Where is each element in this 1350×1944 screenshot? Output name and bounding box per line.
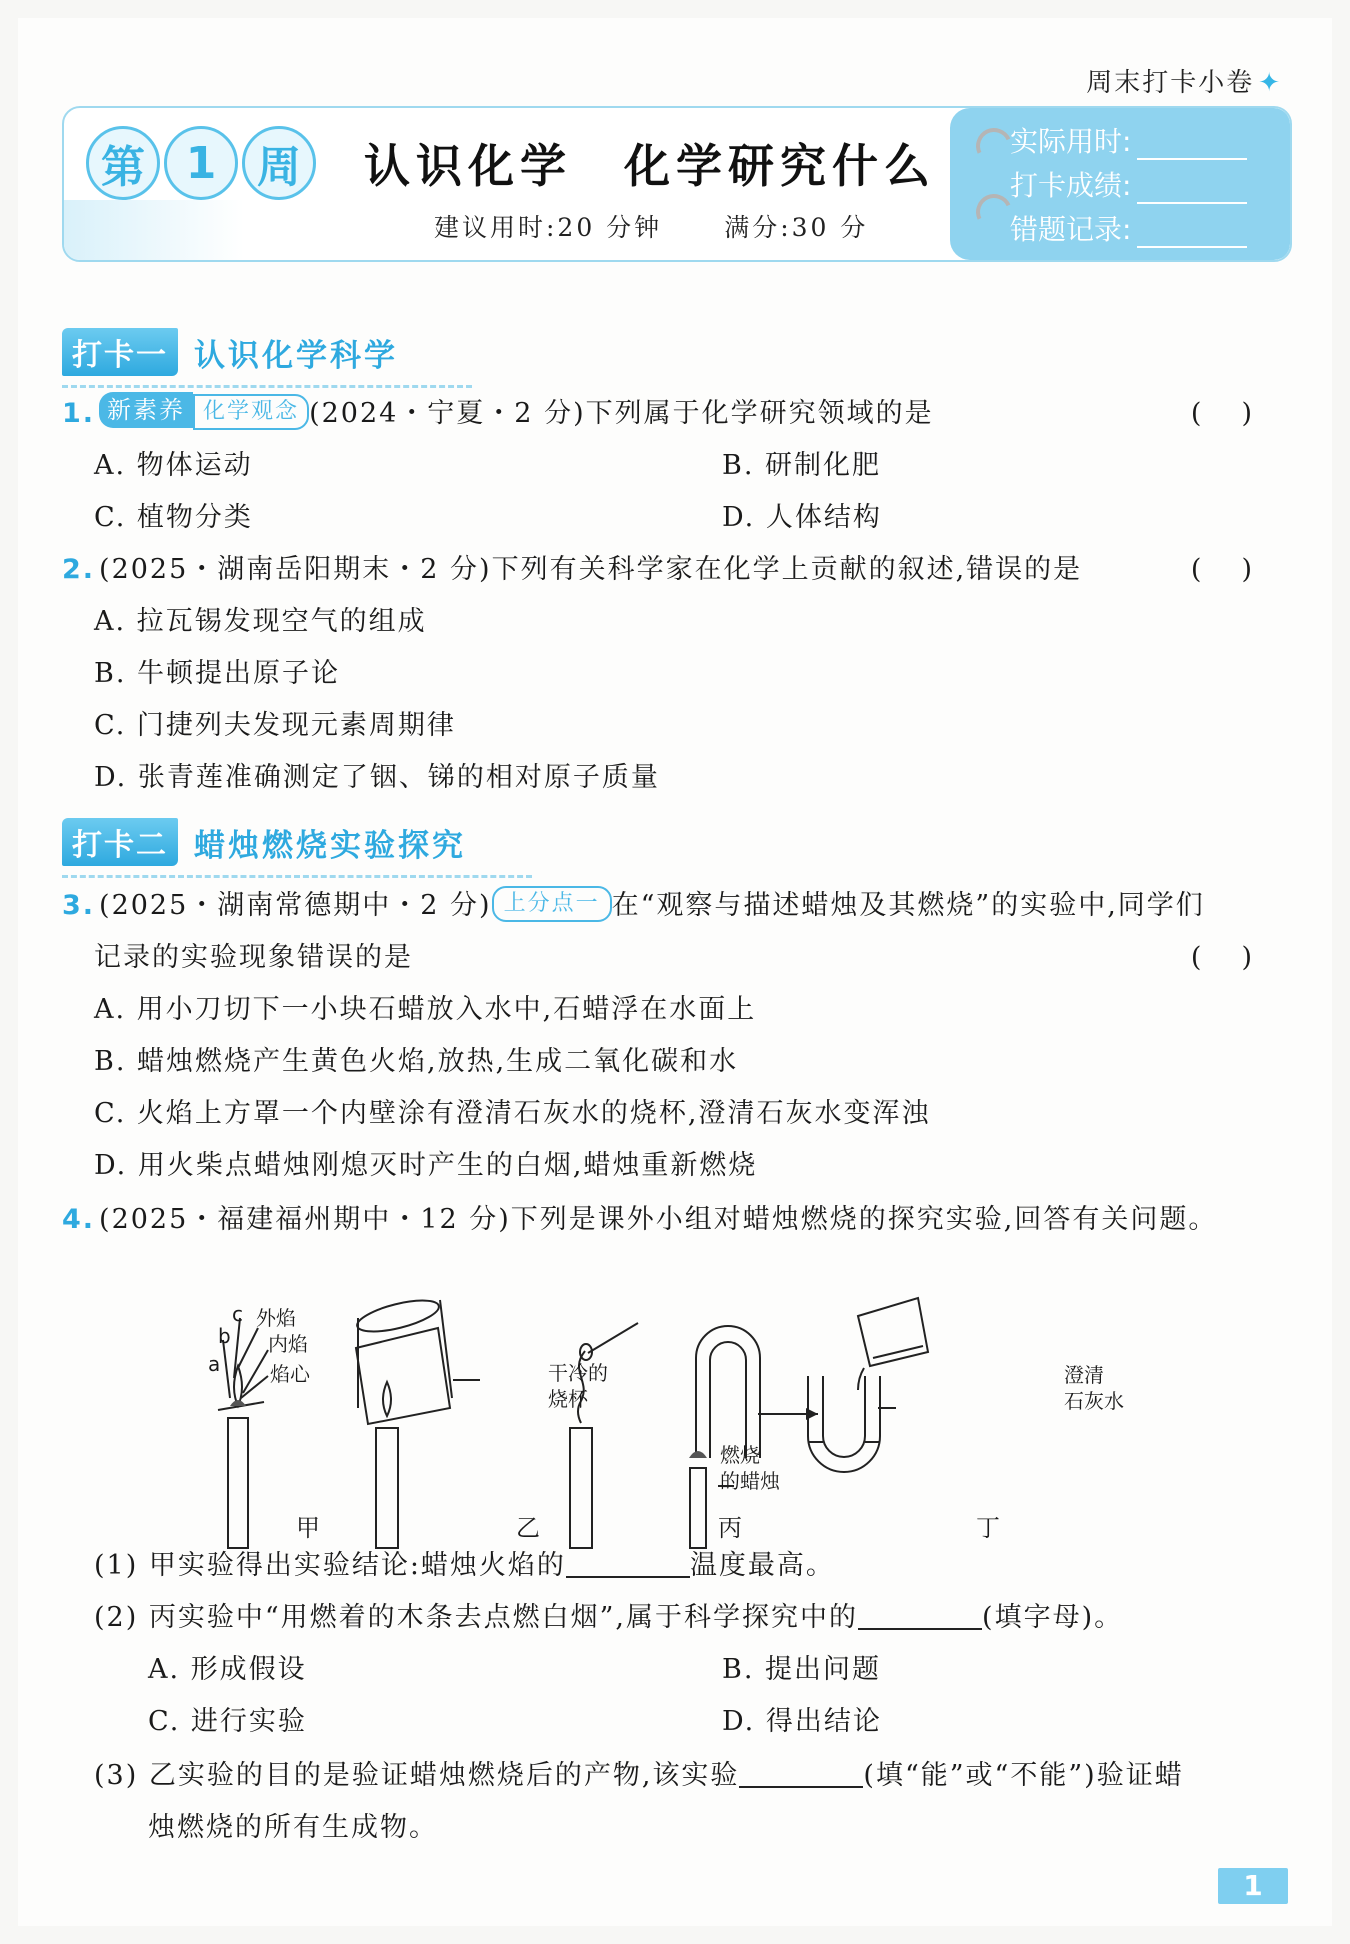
question-number: 3. — [62, 890, 96, 921]
section-underline — [62, 868, 532, 878]
question-stem-cont: 记录的实验现象错误的是 — [94, 942, 413, 973]
question-number: 2. — [62, 554, 96, 585]
actual-time-row — [1010, 120, 1247, 160]
label-burning-candle: 燃烧 的蜡烛 — [720, 1443, 780, 1493]
record-panel — [970, 108, 1290, 260]
option-b[interactable]: B. 研制化肥 — [722, 450, 882, 481]
figure-label-bing: 丙 — [718, 1514, 742, 1542]
option-b[interactable]: B. 蜡烛燃烧产生黄色火焰,放热,生成二氧化碳和水 — [94, 1046, 739, 1077]
option-c[interactable]: C. 进行实验 — [148, 1706, 307, 1737]
section-underline — [62, 378, 472, 388]
label-a: a — [208, 1352, 221, 1376]
option-a[interactable]: A. 物体运动 — [94, 450, 253, 481]
option-d[interactable]: D. 用火柴点蜡烛刚熄灭时产生的白烟,蜡烛重新燃烧 — [94, 1150, 758, 1181]
option-a[interactable]: A. 形成假设 — [148, 1654, 307, 1685]
label-outer-flame: 外焰 — [256, 1306, 296, 1330]
flame-fill — [689, 1451, 707, 1458]
section-1-heading — [62, 328, 472, 388]
experiment-figure — [18, 1258, 1332, 1558]
answer-bracket[interactable]: () — [1190, 942, 1292, 973]
label-limewater: 澄清 石灰水 — [1064, 1363, 1124, 1413]
week-prefix: 第 — [86, 126, 160, 200]
u-tube-limewater — [808, 1298, 928, 1472]
full-score: 满分:30 分 — [724, 213, 869, 242]
sub-question-text: (填“能”或“不能”)验证蜡 — [863, 1760, 1184, 1791]
week-suffix: 周 — [242, 126, 316, 200]
option-d[interactable]: D. 得出结论 — [722, 1706, 882, 1737]
sub-question-text: (1) 甲实验得出实验结论:蜡烛火焰的 — [94, 1550, 566, 1581]
question-3 — [62, 880, 1292, 932]
errors-blank[interactable] — [1137, 218, 1247, 248]
sub-question-text: (2) 丙实验中“用燃着的木条去点燃白烟”,属于科学探究中的 — [94, 1602, 859, 1633]
question-1 — [62, 388, 1292, 440]
option-c[interactable]: C. 植物分类 — [94, 502, 253, 533]
score-blank[interactable] — [1137, 174, 1247, 204]
section-tag: 打卡二 — [62, 818, 178, 866]
question-stem: (2025・湖南岳阳期末・2 分)下列有关科学家在化学上贡献的叙述,错误的是 — [99, 554, 1083, 585]
answer-blank[interactable] — [566, 1548, 690, 1578]
header-tag — [1086, 62, 1282, 99]
actual-time-label: 实际用时: — [1010, 125, 1132, 158]
errors-label: 错题记录: — [1010, 213, 1132, 246]
section-title: 认识化学科学 — [194, 337, 398, 374]
score-row — [1010, 164, 1247, 204]
header-tag-text: 周末打卡小卷 — [1086, 68, 1255, 98]
week-badge — [86, 126, 316, 200]
worksheet-page — [18, 18, 1332, 1926]
arrow-head-icon — [806, 1408, 818, 1420]
option-c[interactable]: C. 门捷列夫发现元素周期律 — [94, 710, 456, 741]
option-b[interactable]: B. 提出问题 — [722, 1654, 882, 1685]
flame-fill — [230, 1400, 246, 1406]
section-tag: 打卡一 — [62, 328, 178, 376]
concept-chip: 化学观念 — [193, 394, 309, 430]
section-title: 蜡烛燃烧实验探究 — [194, 827, 466, 864]
question-stem: (2024・宁夏・2 分)下列属于化学研究领域的是 — [309, 398, 934, 429]
candle-jia — [218, 1318, 268, 1548]
option-d[interactable]: D. 人体结构 — [722, 502, 882, 533]
figure-label-jia: 甲 — [296, 1514, 320, 1542]
label-flame-core: 焰心 — [270, 1362, 310, 1386]
sub-question-text: 温度最高。 — [689, 1550, 835, 1581]
option-c[interactable]: C. 火焰上方罩一个内壁涂有澄清石灰水的烧杯,澄清石灰水变浑浊 — [94, 1098, 931, 1129]
score-point-chip: 上分点一 — [492, 886, 612, 922]
u-tube-candle — [690, 1326, 818, 1548]
question-4 — [62, 1194, 1217, 1246]
sub-question-2 — [94, 1592, 1123, 1644]
sub-question-1 — [94, 1540, 835, 1592]
candle-bing — [570, 1323, 638, 1548]
option-a[interactable]: A. 用小刀切下一小块石蜡放入水中,石蜡浮在水面上 — [94, 994, 757, 1025]
question-source: (2025・湖南常德期中・2 分) — [99, 890, 492, 921]
sub-question-3 — [94, 1750, 1184, 1802]
label-cold-beaker: 干冷的 烧杯 — [548, 1361, 608, 1411]
week-number: 1 — [164, 126, 238, 200]
answer-blank[interactable] — [858, 1600, 982, 1630]
sub-question-text: (填字母)。 — [982, 1602, 1124, 1633]
errors-row — [1010, 208, 1247, 248]
label-b: b — [218, 1324, 231, 1348]
sub-question-text: (3) 乙实验的目的是验证蜡烛燃烧后的产物,该实验 — [94, 1760, 740, 1791]
label-inner-flame: 内焰 — [268, 1332, 308, 1356]
suggested-time: 建议用时:20 分钟 — [434, 213, 663, 242]
question-stem: 在“观察与描述蜡烛及其燃烧”的实验中,同学们 — [611, 890, 1205, 921]
answer-bracket[interactable]: () — [1190, 398, 1292, 429]
banner-decoration — [64, 200, 244, 260]
banner-info — [434, 208, 868, 244]
section-2-heading — [62, 818, 532, 878]
sparkle-icon: ✦ — [1258, 68, 1282, 98]
label-c: c — [232, 1302, 243, 1326]
question-number: 4. — [62, 1204, 96, 1235]
figure-label-ding: 丁 — [976, 1514, 1000, 1542]
question-3-line2 — [94, 932, 1292, 984]
page-number: 1 — [1218, 1868, 1288, 1904]
candle-yi — [354, 1294, 480, 1548]
question-stem: (2025・福建福州期中・12 分)下列是课外小组对蜡烛燃烧的探究实验,回答有关问题。 — [99, 1204, 1218, 1235]
literacy-chip: 新素养 — [99, 392, 193, 428]
option-d[interactable]: D. 张青莲准确测定了铟、锑的相对原子质量 — [94, 762, 660, 793]
question-number: 1. — [62, 398, 96, 429]
title-banner — [62, 106, 1292, 262]
page-title: 认识化学 化学研究什么 — [364, 139, 936, 193]
score-label: 打卡成绩: — [1010, 169, 1132, 202]
option-b[interactable]: B. 牛顿提出原子论 — [94, 658, 341, 689]
option-a[interactable]: A. 拉瓦锡发现空气的组成 — [94, 606, 427, 637]
figure-label-yi: 乙 — [516, 1514, 540, 1542]
answer-blank[interactable] — [739, 1758, 863, 1788]
sub-question-text: 烛燃烧的所有生成物。 — [148, 1812, 438, 1843]
actual-time-blank[interactable] — [1137, 130, 1247, 160]
answer-bracket[interactable]: () — [1190, 554, 1292, 585]
question-2 — [62, 544, 1292, 596]
